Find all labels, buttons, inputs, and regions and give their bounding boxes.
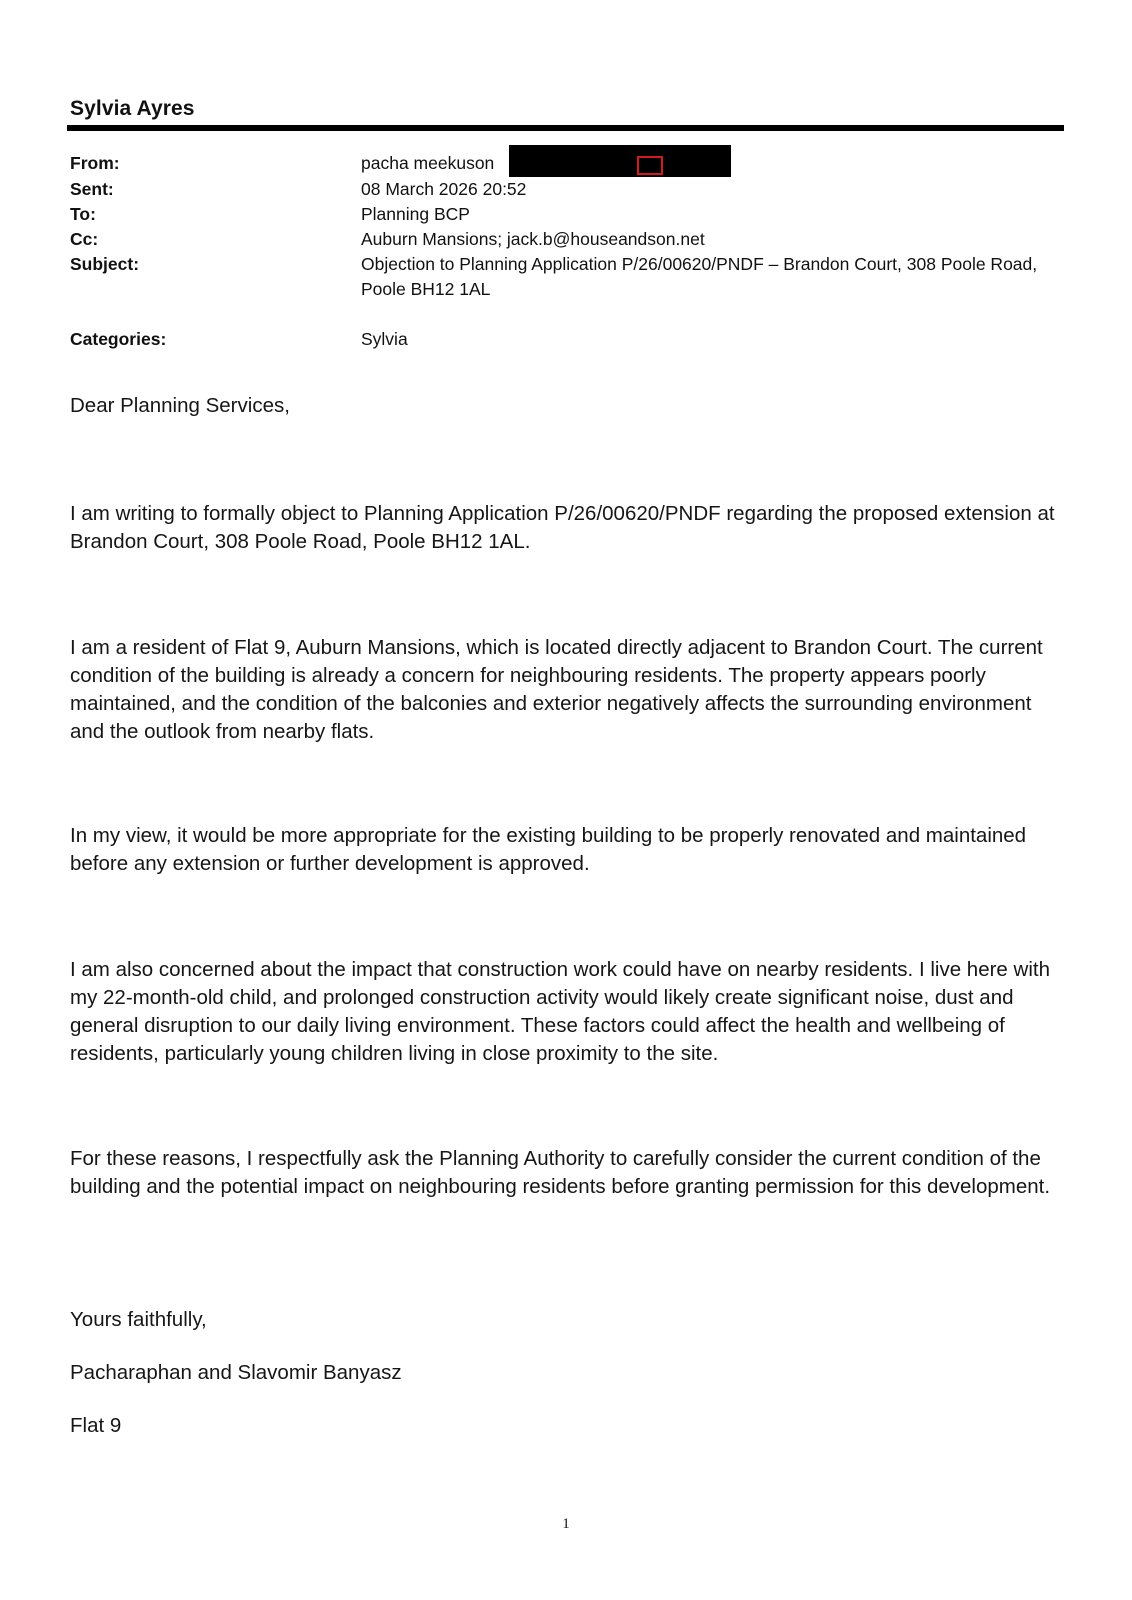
subject-label: Subject: <box>70 254 140 275</box>
body-paragraph: For these reasons, I respectfully ask the Planning Authority to carefully consider the current condition of the building and the potential impact on neighbouring residents before granting permission for this development. <box>70 1147 1051 1198</box>
subject-value: Objection to Planning Application P/26/00620/PNDF – Brandon Court, 308 Poole Road, Poole BH12 1AL <box>361 254 1038 300</box>
mailbox-owner-name: Sylvia Ayres <box>70 97 195 120</box>
redacted-email-address <box>509 145 731 177</box>
from-label: From: <box>70 153 120 173</box>
signature-names: Pacharaphan and Slavomir Banyasz <box>70 1361 402 1384</box>
cc-label: Cc: <box>70 229 99 250</box>
from-value: pacha meekuson <box>361 153 495 173</box>
body-paragraph: I am also concerned about the impact that construction work could have on nearby residents. I live here with my 22-month-old child, and prolonged construction activity would likely create significant noise, dust and general disruption to our daily living environment. These factors could affect the health and wellbeing of residents, particularly young children living in close proximity to the site. <box>70 958 1050 1065</box>
greeting: Dear Planning Services, <box>70 394 290 417</box>
to-value: Planning BCP <box>361 204 470 225</box>
body-paragraph: I am writing to formally object to Planning Application P/26/00620/PNDF regarding the proposed extension at Brandon Court, 308 Poole Road, Poole BH12 1AL. <box>70 502 1055 553</box>
cc-row <box>70 227 1060 252</box>
sent-row <box>70 177 1060 202</box>
page-number: 1 <box>562 1516 570 1532</box>
sent-value: 08 March 2026 20:52 <box>361 179 527 200</box>
closing: Yours faithfully, <box>70 1308 207 1331</box>
body-paragraph: In my view, it would be more appropriate for the existing building to be properly renovated and maintained before any extension or further development is approved. <box>70 824 1027 875</box>
subject-row <box>70 252 1060 302</box>
to-row <box>70 202 1060 227</box>
categories-label: Categories: <box>70 329 167 350</box>
signature-address: Flat 9 <box>70 1414 122 1437</box>
sent-label: Sent: <box>70 179 114 200</box>
cc-value: Auburn Mansions; jack.b@houseandson.net <box>361 229 705 250</box>
header-divider <box>67 125 1064 131</box>
email-header-fields <box>70 151 1060 352</box>
from-row <box>70 151 1060 177</box>
header-spacer <box>70 302 1060 327</box>
redaction-marker-icon <box>637 156 663 175</box>
body-paragraph: I am a resident of Flat 9, Auburn Mansions, which is located directly adjacent to Brandon Court. The current condition of the building is already a concern for neighbouring residents. The property appears poorly maintained, and the condition of the balconies and exterior negatively affects the surrounding environment and the outlook from nearby flats. <box>70 636 1043 743</box>
to-label: To: <box>70 204 96 225</box>
from-value-container <box>361 151 1060 177</box>
categories-row <box>70 327 1060 352</box>
categories-value: Sylvia <box>361 329 408 350</box>
